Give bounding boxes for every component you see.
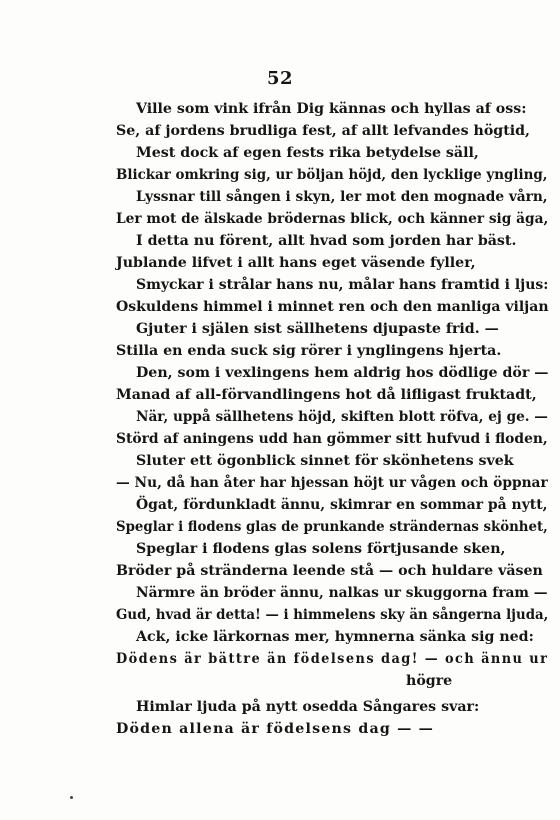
poem-line: Stilla en enda suck sig rörer i ynglingens hjerta.: [116, 343, 502, 359]
poem-line: Den, som i vexlingens hem aldrig hos dödlige dör —: [136, 365, 549, 381]
poem-line: Sluter ett ögonblick sinnet för skönhetens svek: [136, 453, 514, 469]
poem-line: Manad af all-förvandlingens hot då lifligast fruktadt,: [116, 387, 537, 403]
poem-line: Speglar i flodens glas solens förtjusande sken,: [136, 541, 506, 557]
poem-line: Speglar i flodens glas de prunkande strändernas skönhet,: [116, 519, 548, 535]
poem-line: Ler mot de älskade brödernas blick, och känner sig äga,: [116, 211, 549, 227]
poem-line: Se, af jordens brudliga fest, af allt lefvandes högtid,: [116, 123, 531, 139]
poem-line: Himlar ljuda på nytt osedda Sångares svar:: [136, 699, 480, 715]
poem-line: När, uppå sällhetens höjd, skiften blott röfva, ej ge. —: [136, 409, 548, 425]
poem-line: I detta nu förent, allt hvad som jorden har bäst.: [136, 233, 517, 249]
poem-line: Blickar omkring sig, ur böljan höjd, den lycklige yngling,: [116, 167, 548, 183]
poem-line: Störd af aningens udd han gömmer sitt hufvud i floden,: [116, 431, 548, 447]
poem-line: Jublande lifvet i allt hans eget väsende fyller,: [116, 255, 476, 271]
poem-line-continuation: högre: [406, 673, 453, 689]
poem-line: Dödens är bättre än födelsens dag! — och ännu ur: [116, 651, 549, 667]
poem-line: Ögat, fördunkladt ännu, skimrar en sommar på nytt,: [136, 497, 548, 513]
poem-line: Lyssnar till sången i skyn, ler mot den mognade vårn,: [136, 189, 548, 205]
poem-line: Oskuldens himmel i minnet ren och den manliga viljan: [116, 299, 549, 315]
poem-line: Bröder på stränderna leende stå — och huldare väsen: [116, 563, 543, 579]
poem-line: Döden allena är födelsens dag — —: [116, 721, 435, 737]
poem-line: — Nu, då han åter har hjessan höjt ur vågen och öppnar: [116, 475, 548, 491]
poem-line: Gud, hvad är detta! — i himmelens sky än sångerna ljuda,: [116, 607, 549, 623]
poem-line: Smyckar i strålar hans nu, målar hans framtid i ljus:: [136, 277, 549, 293]
poem-line: Gjuter i själen sist sällhetens djupaste frid. —: [136, 321, 499, 337]
poem-line: Ville som vink ifrån Dig kännas och hyllas af oss:: [136, 101, 527, 117]
page-number: 52: [266, 68, 294, 89]
page-speck: [70, 796, 73, 799]
poem-line: Mest dock af egen fests rika betydelse säll,: [136, 145, 479, 161]
poem-line: Ack, icke lärkornas mer, hymnerna sänka sig ned:: [136, 629, 534, 645]
poem-line: Närmre än bröder ännu, nalkas ur skuggorna fram —: [136, 585, 548, 601]
